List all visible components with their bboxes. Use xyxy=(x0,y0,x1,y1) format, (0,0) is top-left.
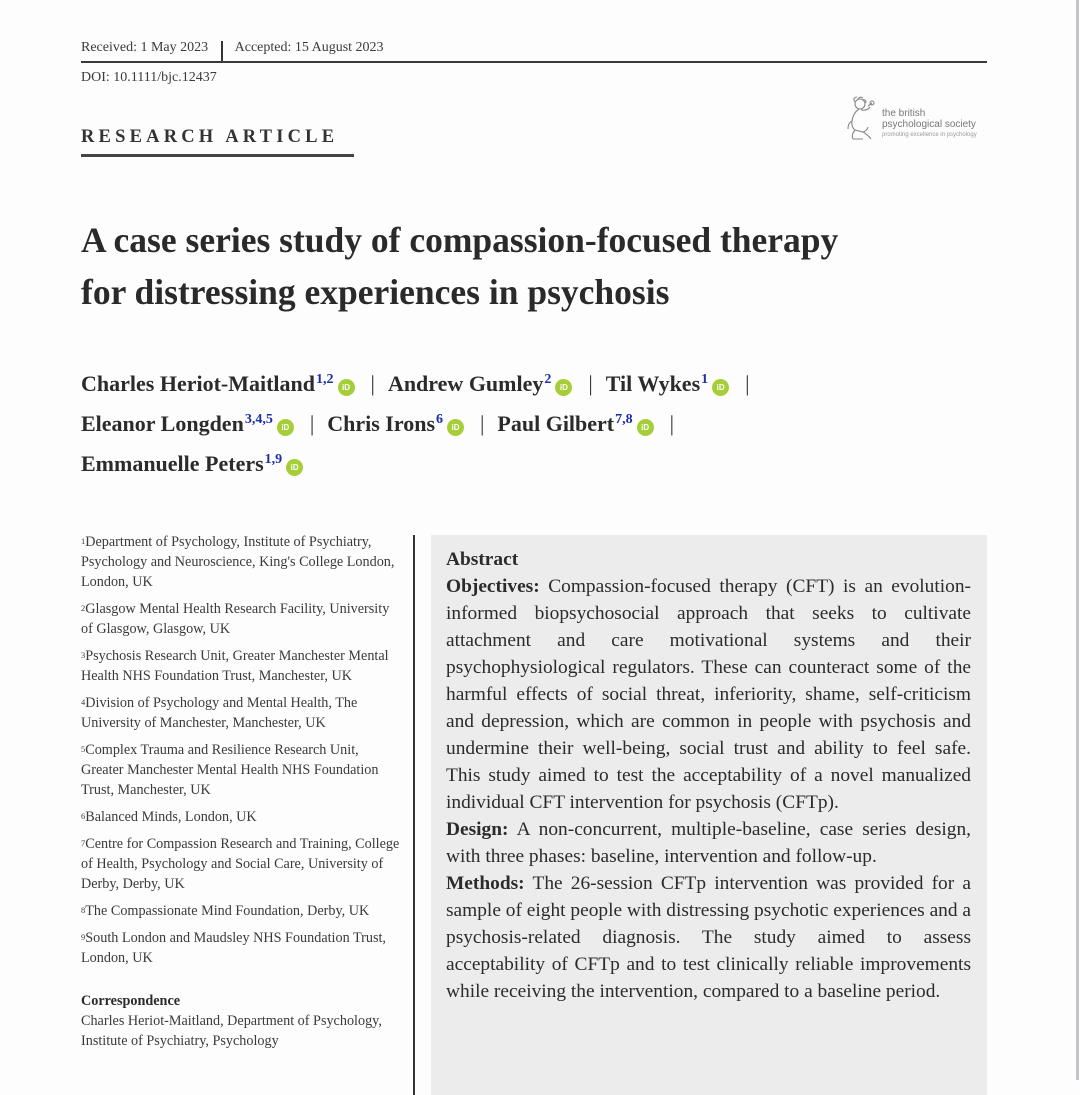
affiliation: $^2$Glasgow Mental Health Research Facility, University of Glasgow, Glasgow, UK xyxy=(81,601,390,637)
abstract-objectives: Objectives: Compassion-focused therapy (CFT) is an evolution-informed biopsychosocial approach that seeks to cultivate attachment and care motivational systems and their psychophysiological regulators. These can counteract some of the harmful effects of social threat, inferiority, shame, self-criticism and depression, which are common in people with psychosis and undermine their well-being, social trust and ability to feel safe. This study aimed to test the acceptability of a novel manualized individual CFT intervention for psychosis (CFTp). xyxy=(446,576,971,813)
orcid-icon[interactable]: iD xyxy=(447,419,464,436)
abstract-design: Design: A non-concurrent, multiple-baseline, case series design, with three phases: baseline, intervention and follow-up. xyxy=(446,819,972,867)
affiliation: $^6$Balanced Minds, London, UK xyxy=(81,809,257,825)
abstract-box xyxy=(431,535,987,1095)
received-date: Received: 1 May 2023 xyxy=(81,40,209,55)
author[interactable]: Chris Irons$^6$iD xyxy=(327,411,464,436)
section-label: RESEARCH ARTICLE xyxy=(81,127,339,147)
author[interactable]: Paul Gilbert$^{7,8}$iD xyxy=(497,411,653,436)
orcid-icon[interactable]: iD xyxy=(286,459,303,476)
author-separator: | xyxy=(309,411,315,436)
orcid-icon[interactable]: iD xyxy=(637,419,654,436)
author[interactable]: Til Wykes$^1$iD xyxy=(606,371,729,396)
affiliations xyxy=(81,532,401,1051)
affiliation: $^9$South London and Maudsley NHS Foundation Trust, London, UK xyxy=(81,930,386,966)
affiliation: $^7$Centre for Compassion Research and Training, College of Health, Psychology and Social Care, University of Derby, Derby, UK xyxy=(81,836,400,892)
author[interactable]: Emmanuelle Peters$^{1,9}$iD xyxy=(81,451,303,476)
affiliation: $^4$Division of Psychology and Mental Health, The University of Manchester, Manchester, UK xyxy=(81,695,358,731)
affiliation: $^3$Psychosis Research Unit, Greater Manchester Mental Health NHS Foundation Trust, Manchester, UK xyxy=(81,648,389,684)
orcid-icon[interactable]: iD xyxy=(712,379,729,396)
affiliation: $^1$Department of Psychology, Institute of Psychiatry, Psychology and Neuroscience, King's College London, London, UK xyxy=(81,534,395,590)
author-separator: | xyxy=(745,371,750,396)
author[interactable]: Eleanor Longden$^{3,4,5}$iD xyxy=(81,411,294,436)
orcid-icon[interactable]: iD xyxy=(277,419,294,436)
author[interactable]: Charles Heriot-Maitland$^{1,2}$iD xyxy=(81,371,355,396)
author-separator: | xyxy=(669,411,675,436)
header-rule xyxy=(81,61,987,63)
correspondence-text: Charles Heriot-Maitland, Department of Psychology, Institute of Psychiatry, Psychology xyxy=(81,1013,382,1049)
bps-figure-logo-icon xyxy=(846,96,878,142)
date-divider xyxy=(221,41,223,61)
article-dates xyxy=(81,38,384,58)
correspondence-label: Correspondence xyxy=(81,993,181,1009)
section-label-underline xyxy=(81,154,354,157)
doi[interactable]: DOI: 10.1111/bjc.12437 xyxy=(81,70,217,85)
author[interactable]: Andrew Gumley$^2$iD xyxy=(388,371,572,396)
article-title: A case series study of compassion-focused therapy for distressing experiences in psychosis xyxy=(81,220,839,312)
publisher-name: the british psychological society promoting excellence in psychology xyxy=(882,108,977,138)
orcid-icon[interactable]: iD xyxy=(555,379,572,396)
abstract-methods: Methods: The 26-session CFTp intervention was provided for a sample of eight people with distressing psychotic experiences and a psychosis-related diagnosis. The study aimed to assess acceptability of CFTp and to test clinically reliable improvements while receiving the intervention, compared to a baseline period. xyxy=(446,873,972,1002)
abstract-heading: Abstract xyxy=(446,549,519,570)
affiliation: $^8$The Compassionate Mind Foundation, Derby, UK xyxy=(81,903,370,919)
author-separator: | xyxy=(480,411,485,436)
accepted-date: Accepted: 15 August 2023 xyxy=(234,40,384,55)
correspondence xyxy=(81,991,401,1051)
author-separator: | xyxy=(588,371,593,396)
affiliation: $^5$Complex Trauma and Resilience Research Unit, Greater Manchester Mental Health NHS Foundation Trust, Manchester, UK xyxy=(81,742,379,798)
column-divider xyxy=(413,535,415,1095)
author-list xyxy=(81,364,1001,484)
page-edge-scrollbar xyxy=(1076,0,1079,1080)
author-separator: | xyxy=(370,371,375,396)
orcid-icon[interactable]: iD xyxy=(338,379,355,396)
publisher-logo xyxy=(846,96,991,146)
